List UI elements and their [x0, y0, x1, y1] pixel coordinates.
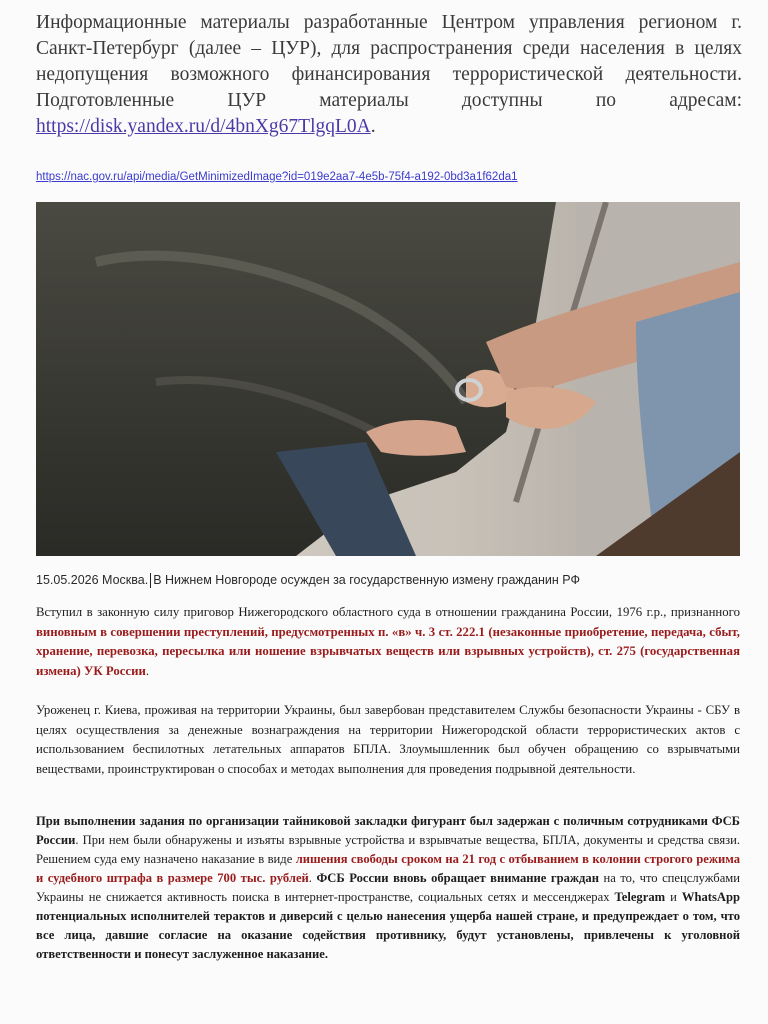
p3-bold-intro: При выполнении задания по организации тайниковой закладки фигурант был задержан с поличным сотрудниками ФСБ России [36, 814, 740, 847]
p3-text: . При нем были обнаружены и изъяты взрывные устройства и взрывчатые вещества, БПЛА, документы и средства связи. Решением суда ему назначено наказание в виде [36, 833, 740, 866]
p1-end: . [145, 663, 150, 678]
intro-paragraph [36, 10, 742, 140]
yandex-disk-link[interactable]: https://disk.yandex.ru/d/4bnXg67TlgqL0A [36, 116, 371, 137]
nac-image-link[interactable]: https://nac.gov.ru/api/media/GetMinimizedImage?id=019e2aa7-4e5b-75f4-a192-0bd3a1f62da1 [36, 171, 518, 183]
recruitment-paragraph [36, 701, 740, 779]
p3-and: и [665, 890, 682, 904]
p3-sep: . [308, 871, 317, 885]
intro-suffix: . [370, 116, 376, 137]
p3-text-2: на то, что спецслужбами Украины не снижается активность поиска в интернет-пространстве, социальных сетях и мессенджерах [36, 871, 740, 904]
p3-sentence-highlight: лишения свободы сроком на 21 год с отбыванием в колонии строгого режима и судебного штрафа в размере 700 тыс. рублей [36, 852, 740, 885]
caption-separator [150, 573, 151, 588]
p3-whatsapp: WhatsApp [681, 890, 740, 904]
p1-highlight: виновным в совершении преступлений, предусмотренных п. «в» ч. 3 ст. 222.1 (незаконные приобретение, передача, сбыт, хранение, перевозка, пересылка или ношение взрывчатых веществ или взрывных устройств), ст. 275 (государственная измена) УК России [36, 624, 740, 678]
photo-caption [36, 573, 742, 588]
arrest-paragraph [36, 812, 740, 964]
intro-text: Информационные материалы разработанные Центром управления регионом г. Санкт-Петербург (далее – ЦУР), для распространения среди населения в целях недопущения возможного финансирования террористической деятельности. Подготовленные ЦУР материалы доступны по адресам: [36, 12, 742, 111]
arrest-photo-illustration [36, 202, 740, 556]
p2-text: Уроженец г. Киева, проживая на территории Украины, был завербован представителем Службы безопасности Украины - СБУ в целях осуществления за денежные вознаграждения на территории Нижегородской области террористических актов с использованием беспилотных летательных аппаратов БПЛА. Злоумышленник был обучен обращению со взрывчатыми веществами, проинструктирован о способах и методах выполнения для проведения подрывной деятельности. [36, 703, 740, 776]
caption-date-place: 15.05.2026 Москва. [36, 573, 149, 587]
caption-title: В Нижнем Новгороде осужден за государственную измену гражданин РФ [153, 573, 580, 587]
p1-text: Вступил в законную силу приговор Нижегородского областного суда в отношении гражданина России, 1976 г.р., признанного [36, 605, 740, 619]
p3-telegram: Telegram [614, 890, 666, 904]
p3-fsb-warning: ФСБ России вновь обращает внимание граждан [316, 871, 599, 885]
verdict-paragraph [36, 603, 740, 681]
news-photo [36, 202, 740, 556]
p3-closing: потенциальных исполнителей терактов и диверсий с целью нанесения ущерба нашей стране, и предупреждает о том, что все лица, давшие согласие на оказание содействия противнику, будут установлены, привлечены к уголовной ответственности и понесут заслуженное наказание. [36, 909, 740, 961]
